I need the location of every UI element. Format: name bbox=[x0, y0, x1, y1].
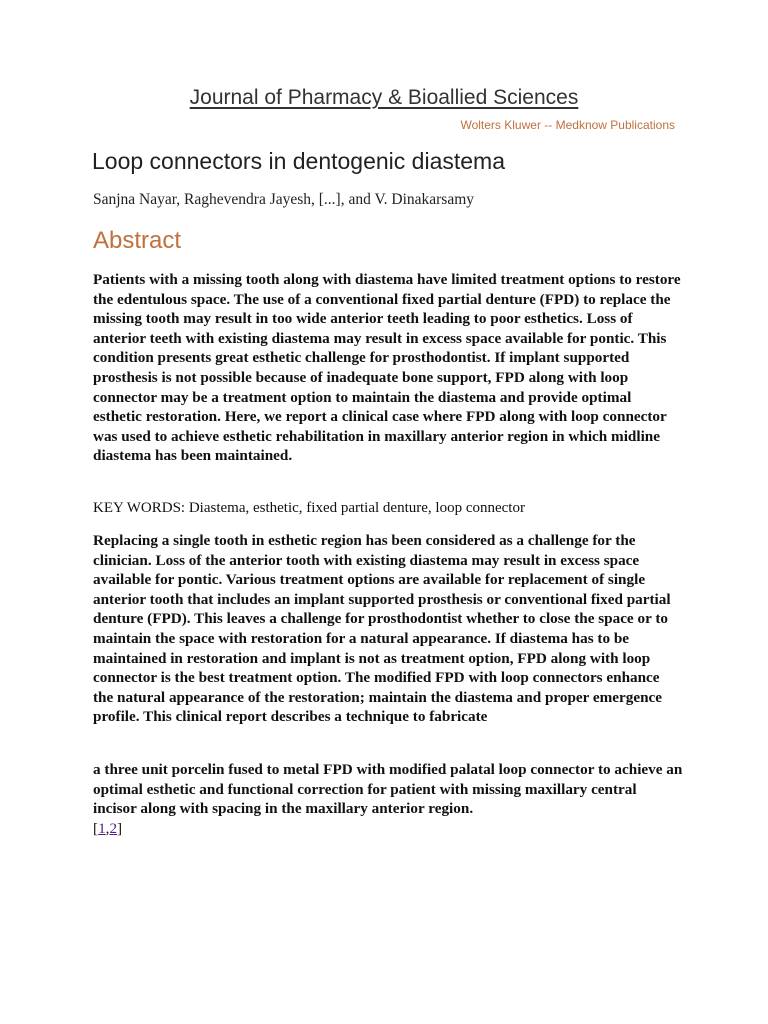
reference-link-1[interactable]: 1 bbox=[98, 819, 106, 837]
reference-separator: , bbox=[105, 819, 110, 837]
keywords: KEY WORDS: Diastema, esthetic, fixed partial denture, loop connector bbox=[93, 500, 525, 516]
intro-paragraph-2-text: a three unit porcelin fused to metal FPD with modified palatal loop connector to achieve an optimal esthetic and functional correction for patient with missing maxillary central incisor along with spacing in the maxillary anterior region. bbox=[93, 761, 683, 818]
reference-bracket-open: [ bbox=[93, 819, 99, 837]
abstract-paragraph: Patients with a missing tooth along with diastema have limited treatment options to restore the edentulous space. The use of a conventional fixed partial denture (FPD) to replace the missing tooth may result in too wide anterior teeth leading to poor esthetics. Loss of anterior teeth with existing diastema may result in excess space available for pontic. This condition presents great esthetic challenge for prosthodontist. If implant supported prosthesis is not possible because of inadequate bone support, FPD along with loop connector may be a treatment option to maintain the diastema and provide optimal esthetic restoration. Here, we report a clinical case where FPD along with loop connector was used to achieve esthetic rehabilitation in maxillary anterior region in which midline diastema has been maintained. bbox=[93, 271, 681, 465]
article-title: Loop connectors in dentogenic diastema bbox=[92, 148, 506, 174]
journal-title[interactable]: Journal of Pharmacy & Bioallied Sciences bbox=[189, 86, 579, 109]
author-list: Sanjna Nayar, Raghevendra Jayesh, [...], and V. Dinakarsamy bbox=[93, 191, 475, 208]
intro-paragraph-2 bbox=[93, 760, 683, 838]
abstract-heading: Abstract bbox=[93, 227, 182, 254]
publisher-name: Wolters Kluwer -- Medknow Publications bbox=[460, 118, 675, 132]
reference-link-2[interactable]: 2 bbox=[109, 819, 118, 837]
reference-bracket-close: ] bbox=[117, 819, 123, 837]
intro-paragraph-1: Replacing a single tooth in esthetic region has been considered as a challenge for the clinician. Loss of the anterior tooth with existing diastema may result in excess space available for pontic. Various treatment options are available for replacement of single anterior tooth that includes an implant supported prosthesis or conventional fixed partial denture (FPD). This leaves a challenge for prosthodontist whether to close the space or to maintain the space with restoration for a natural appearance. If diastema has to be maintained in restoration and implant is not as treatment option, FPD along with loop connector is the best treatment option. The modified FPD with loop connectors enhance the natural appearance of the restoration; maintain the diastema and proper emergence profile. This clinical report describes a technique to fabricate bbox=[93, 532, 671, 726]
